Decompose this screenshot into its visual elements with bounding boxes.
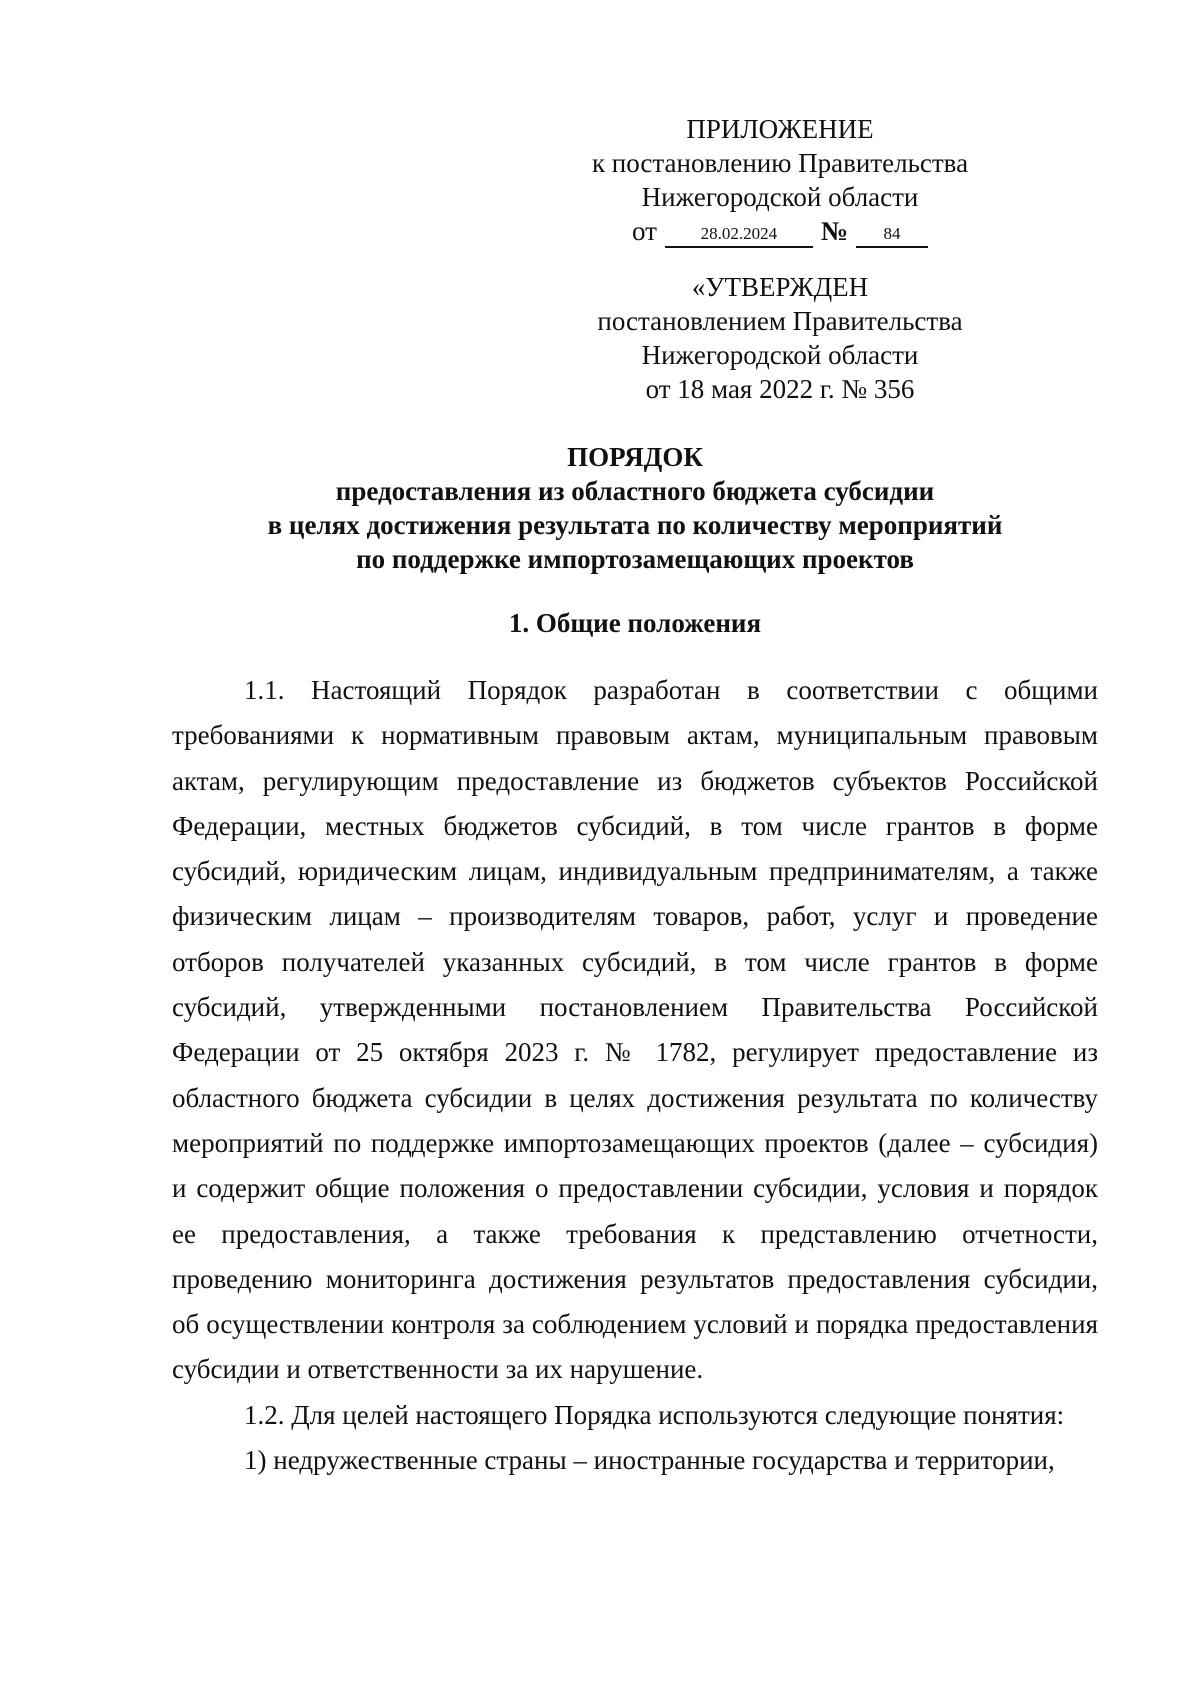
appendix-title: ПРИЛОЖЕНИЕ [686, 114, 874, 144]
approved-header [520, 270, 1040, 406]
paragraph-1-2-1: 1) недружественные страны – иностранные государства и территории, [244, 1445, 1055, 1476]
approved-line-2: постановлением Правительства [597, 306, 963, 336]
section-heading: 1. Общие положения [508, 608, 762, 638]
paragraph-1-1: 1.1. Настоящий Порядок разработан в соответствии с общими требованиями к нормативным правовым актам, муниципальным правовым актам, регулирующим предоставление из бюджетов субъектов Российской Федерации, местных бюджетов субсидий, в том числе грантов в форме субсидий, юридическим лицам, индивидуальным предпринимателям, а также физическим лицам – производителям товаров, работ, услуг и проведение отборов получателей указанных субсидий, в том числе грантов в форме субсидий, утвержденными постановлением Правительства Российской Федерации от 25 октября 2023 г. № 1782, регулирует предоставление из областного бюджета субсидии в целях достижения результата по количеству мероприятий по поддержке импортозамещающих проектов (далее – субсидия) и содержит общие положения о предоставлении субсидии, условия и порядок ее предоставления, а также требования к представлению отчетности, проведению мониторинга достижения результатов предоставления субсидии, об осуществлении контроля за соблюдением условий и порядка предоставления субсидии и ответственности за их нарушение. [172, 675, 1098, 1385]
title-line-4: по поддержке импортозамещающих проектов [356, 544, 914, 574]
document-title [170, 440, 1100, 576]
document-body [172, 668, 1098, 1483]
title-line-2: предоставления из областного бюджета субсидии [335, 476, 935, 506]
resolution-number: 84 [856, 222, 928, 248]
date-prefix: от [631, 216, 657, 246]
title-line-3: в целях достижения результата по количеству мероприятий [267, 510, 1003, 540]
number-sign: № [820, 216, 849, 246]
appendix-line-2: Нижегородской области [641, 182, 919, 212]
approved-line-3: Нижегородской области [641, 340, 919, 370]
resolution-date: 28.02.2024 [665, 222, 813, 248]
approved-line-1: «УТВЕРЖДЕН [691, 272, 869, 302]
paragraph-1-2: 1.2. Для целей настоящего Порядка используются следующие понятия: [244, 1399, 1065, 1430]
appendix-date-line [632, 214, 928, 248]
appendix-header [520, 112, 1040, 248]
approved-line-4: от 18 мая 2022 г. № 356 [645, 374, 915, 404]
appendix-line-1: к постановлению Правительства [591, 148, 969, 178]
title-line-1: ПОРЯДОК [567, 442, 703, 472]
